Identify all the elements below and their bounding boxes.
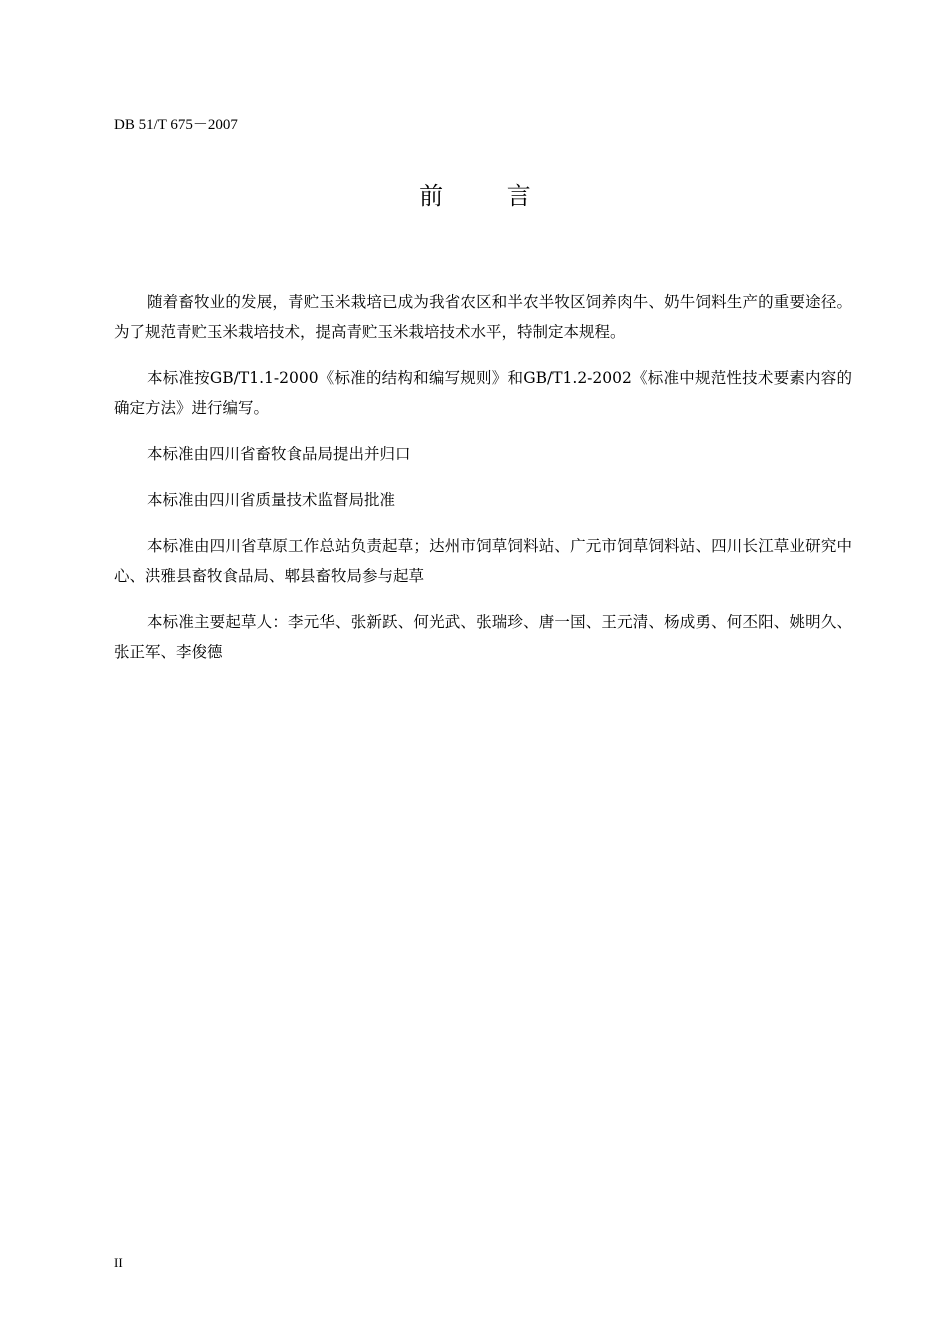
paragraph-drafting-rules: 本标准按GB/T1.1-2000《标准的结构和编写规则》和GB/T1.2-2002《标准中规范性技术要素内容的确定方法》进行编写。 bbox=[114, 369, 852, 417]
paragraph-approver: 本标准由四川省质量技术监督局批准 bbox=[147, 491, 396, 509]
standard-code: DB 51/T 675－2007 bbox=[114, 117, 238, 133]
paragraph-drafters: 本标准主要起草人：李元华、张新跃、何光武、张瑞珍、唐一国、王元清、杨成勇、何丕阳、姚明久、张正军、李俊德 bbox=[114, 613, 852, 661]
paragraph-background: 随着畜牧业的发展，青贮玉米栽培已成为我省农区和半农半牧区饲养肉牛、奶牛饲料生产的重要途径。为了规范青贮玉米栽培技术，提高青贮玉米栽培技术水平，特制定本规程。 bbox=[114, 293, 852, 341]
page-number: II bbox=[114, 1255, 123, 1270]
page-title: 前 言 bbox=[419, 182, 559, 210]
foreword-body bbox=[114, 287, 852, 683]
paragraph-proposer: 本标准由四川省畜牧食品局提出并归口 bbox=[147, 445, 411, 463]
paragraph-drafting-units: 本标准由四川省草原工作总站负责起草；达州市饲草饲料站、广元市饲草饲料站、四川长江草业研究中心、洪雅县畜牧食品局、郫县畜牧局参与起草 bbox=[114, 537, 852, 585]
